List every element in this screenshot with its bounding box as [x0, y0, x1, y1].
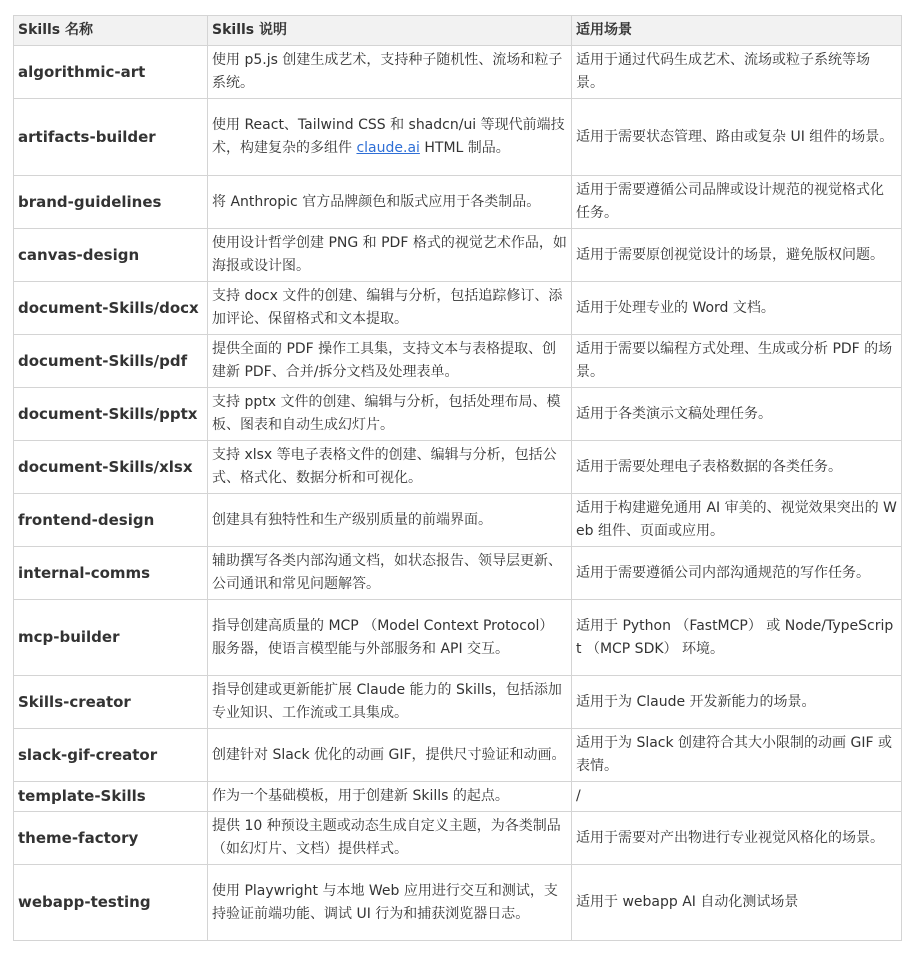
skill-use-case: 适用于需要处理电子表格数据的各类任务。 — [572, 441, 902, 494]
skill-name: document-Skills/pptx — [14, 388, 208, 441]
skills-table — [13, 15, 902, 941]
skill-description: 指导创建或更新能扩展 Claude 能力的 Skills，包括添加专业知识、工作流或工具集成。 — [208, 676, 572, 729]
skill-name: webapp-testing — [14, 865, 208, 941]
table-row — [14, 865, 902, 941]
skill-use-case: 适用于各类演示文稿处理任务。 — [572, 388, 902, 441]
skill-use-case: 适用于需要以编程方式处理、生成或分析 PDF 的场景。 — [572, 335, 902, 388]
skill-name: theme-factory — [14, 812, 208, 865]
table-row — [14, 388, 902, 441]
skill-description: 使用设计哲学创建 PNG 和 PDF 格式的视觉艺术作品，如海报或设计图。 — [208, 229, 572, 282]
description-text: 使用 React、Tailwind CSS 和 shadcn/ui 等现代前端技术，构建复杂的多组件 — [212, 117, 565, 156]
skill-name: internal-comms — [14, 547, 208, 600]
skill-name: brand-guidelines — [14, 176, 208, 229]
table-row — [14, 547, 902, 600]
table-row — [14, 494, 902, 547]
skill-name: Skills-creator — [14, 676, 208, 729]
skill-use-case: 适用于 webapp AI 自动化测试场景 — [572, 865, 902, 941]
skill-name: template-Skills — [14, 782, 208, 812]
table-row — [14, 335, 902, 388]
skill-description: 辅助撰写各类内部沟通文档，如状态报告、领导层更新、公司通讯和常见问题解答。 — [208, 547, 572, 600]
skill-name: mcp-builder — [14, 600, 208, 676]
skill-description: 创建具有独特性和生产级别质量的前端界面。 — [208, 494, 572, 547]
skill-name: frontend-design — [14, 494, 208, 547]
skill-name: slack-gif-creator — [14, 729, 208, 782]
skill-name: document-Skills/pdf — [14, 335, 208, 388]
description-text: HTML 制品。 — [419, 140, 510, 156]
skill-description: 提供全面的 PDF 操作工具集，支持文本与表格提取、创建新 PDF、合并/拆分文档及处理表单。 — [208, 335, 572, 388]
skill-description: 提供 10 种预设主题或动态生成自定义主题，为各类制品（如幻灯片、文档）提供样式。 — [208, 812, 572, 865]
skill-use-case: 适用于通过代码生成艺术、流场或粒子系统等场景。 — [572, 46, 902, 99]
skill-name: algorithmic-art — [14, 46, 208, 99]
skill-name: artifacts-builder — [14, 99, 208, 176]
table-row — [14, 600, 902, 676]
table-row — [14, 46, 902, 99]
table-row — [14, 729, 902, 782]
skill-use-case: 适用于需要遵循公司品牌或设计规范的视觉格式化任务。 — [572, 176, 902, 229]
skill-description: 支持 docx 文件的创建、编辑与分析，包括追踪修订、添加评论、保留格式和文本提取。 — [208, 282, 572, 335]
header-row — [14, 16, 902, 46]
skill-description: 支持 pptx 文件的创建、编辑与分析，包括处理布局、模板、图表和自动生成幻灯片。 — [208, 388, 572, 441]
claude-ai-link[interactable]: claude.ai — [356, 140, 420, 156]
skill-use-case: 适用于处理专业的 Word 文档。 — [572, 282, 902, 335]
skill-description — [208, 99, 572, 176]
table-row — [14, 229, 902, 282]
skill-use-case: 适用于需要遵循公司内部沟通规范的写作任务。 — [572, 547, 902, 600]
skill-description: 支持 xlsx 等电子表格文件的创建、编辑与分析，包括公式、格式化、数据分析和可视化。 — [208, 441, 572, 494]
header-use-case: 适用场景 — [572, 16, 902, 46]
skill-use-case: 适用于需要状态管理、路由或复杂 UI 组件的场景。 — [572, 99, 902, 176]
skill-use-case: 适用于需要对产出物进行专业视觉风格化的场景。 — [572, 812, 902, 865]
header-skill-description: Skills 说明 — [208, 16, 572, 46]
skill-description: 将 Anthropic 官方品牌颜色和版式应用于各类制品。 — [208, 176, 572, 229]
table-row — [14, 99, 902, 176]
table-row — [14, 176, 902, 229]
skill-use-case: / — [572, 782, 902, 812]
skill-use-case: 适用于 Python （FastMCP） 或 Node/TypeScript （MCP SDK） 环境。 — [572, 600, 902, 676]
skill-description: 使用 Playwright 与本地 Web 应用进行交互和测试，支持验证前端功能、调试 UI 行为和捕获浏览器日志。 — [208, 865, 572, 941]
table-row — [14, 676, 902, 729]
header-skill-name: Skills 名称 — [14, 16, 208, 46]
skill-description: 指导创建高质量的 MCP （Model Context Protocol） 服务器，使语言模型能与外部服务和 API 交互。 — [208, 600, 572, 676]
table-row — [14, 441, 902, 494]
table-row — [14, 282, 902, 335]
skill-description: 作为一个基础模板，用于创建新 Skills 的起点。 — [208, 782, 572, 812]
skill-description: 使用 p5.js 创建生成艺术，支持种子随机性、流场和粒子系统。 — [208, 46, 572, 99]
skill-use-case: 适用于为 Claude 开发新能力的场景。 — [572, 676, 902, 729]
skill-name: document-Skills/xlsx — [14, 441, 208, 494]
skill-use-case: 适用于为 Slack 创建符合其大小限制的动画 GIF 或表情。 — [572, 729, 902, 782]
skill-description: 创建针对 Slack 优化的动画 GIF，提供尺寸验证和动画。 — [208, 729, 572, 782]
skill-name: canvas-design — [14, 229, 208, 282]
table-row — [14, 782, 902, 812]
skill-use-case: 适用于构建避免通用 AI 审美的、视觉效果突出的 Web 组件、页面或应用。 — [572, 494, 902, 547]
skill-use-case: 适用于需要原创视觉设计的场景，避免版权问题。 — [572, 229, 902, 282]
table-row — [14, 812, 902, 865]
skill-name: document-Skills/docx — [14, 282, 208, 335]
